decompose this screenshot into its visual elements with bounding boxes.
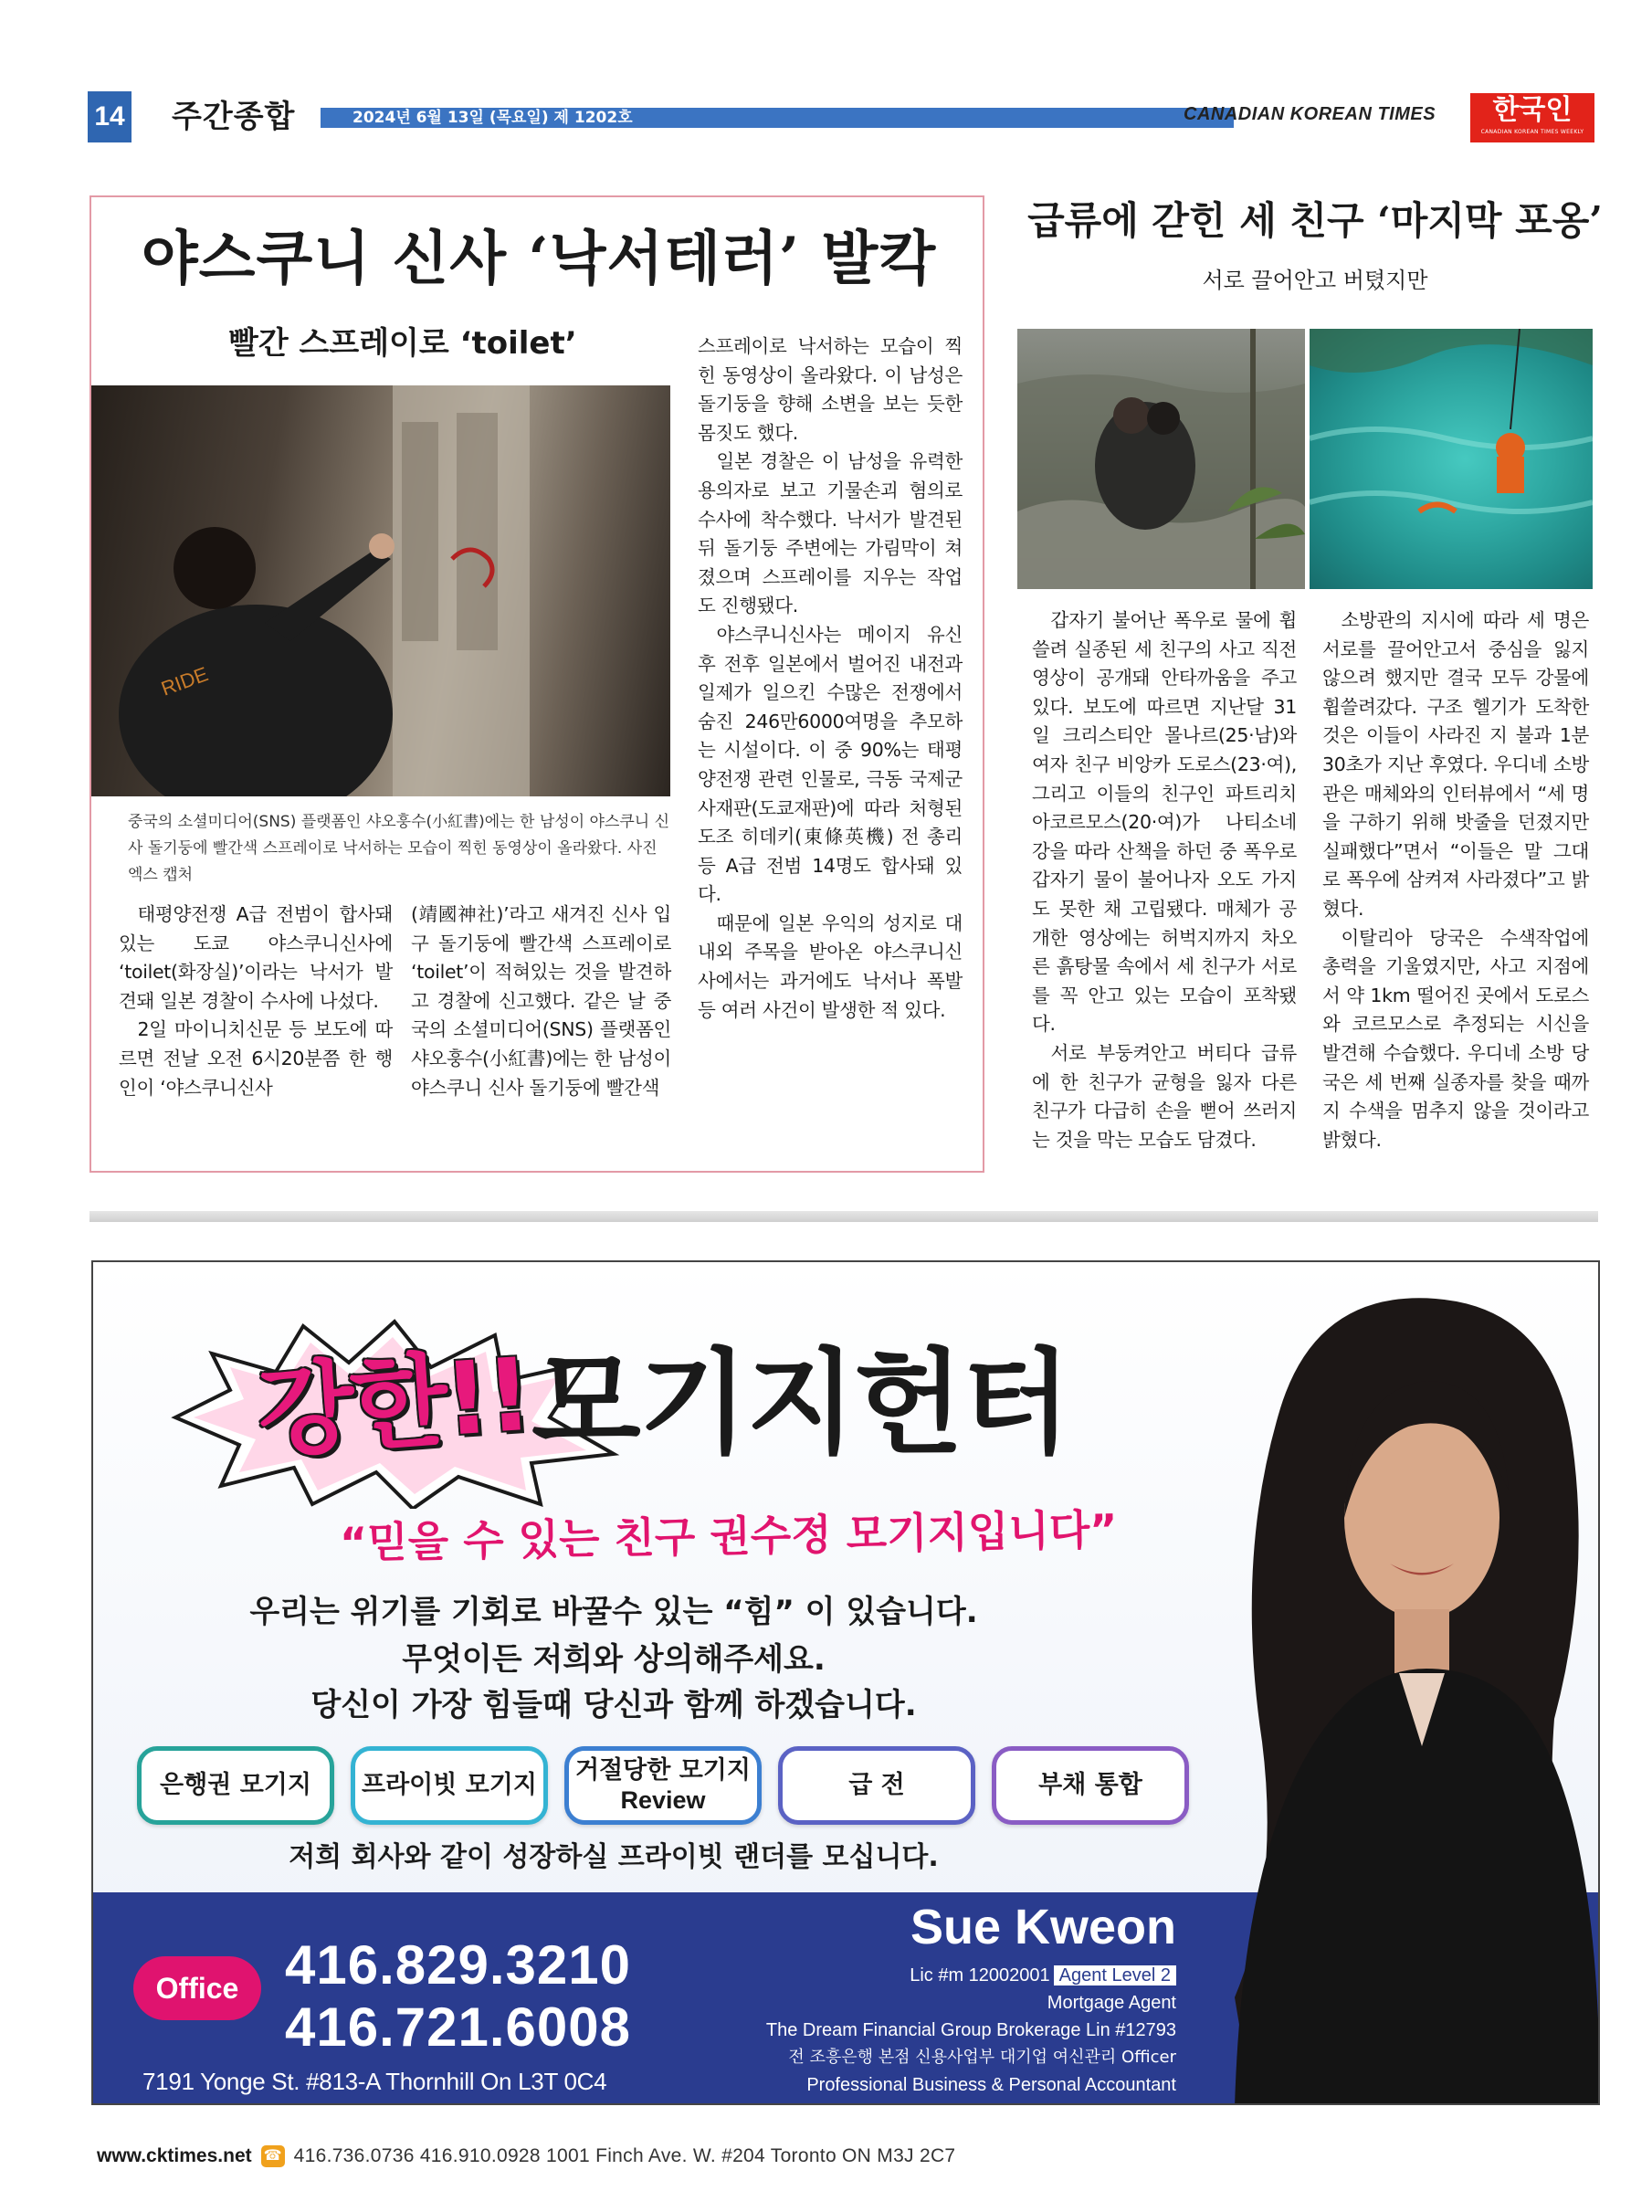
service-private-mortgage [351,1746,548,1825]
ad-line: 무엇이든 저희와 상의해주세요. [402,1641,826,1678]
logo-subtext: CANADIAN KOREAN TIMES WEEKLY [1480,129,1584,135]
page-header [88,91,1594,142]
paragraph: 때문에 일본 우익의 성지로 대내외 주목을 받아온 야스쿠니신사에서는 과거에도 낙서나 폭발 등 여러 사건이 발생한 적 있다. [698,911,963,1021]
ad-line: 당신이 가장 힘들때 당신과 함께 하겠습니다. [310,1687,917,1723]
article2-subtitle: 서로 끌어안고 버텼지만 [1202,268,1428,293]
phone-icon: ☎ [261,2145,285,2167]
issue-date: 2024년 6월 13일 (목요일) 제 1202호 [352,109,633,127]
agent-name: Sue Kweon [910,1900,1176,1954]
agent-brokerage: The Dream Financial Group Brokerage Lin #12793 [765,2020,1176,2040]
logo-text: 한국인 [1492,94,1573,126]
paragraph: 야스쿠니신사는 메이지 유신 후 전후 일본에서 벌어진 내전과 일제가 일으킨 수많은 전쟁에서 숨진 246만6000여명을 추모하는 시설이다. 이 중 90%는 태평양전쟁 관련 인물로, 극동 국제군사재판(도쿄재판)에 따라 처형된 도조 히데키(東條英機) 전 총리 등 A급 전범 14명도 합사돼 있다. [698,623,963,906]
svg-text:RIDE: RIDE [158,662,212,700]
graffiti-photo-illustration [91,385,670,796]
agent-title: Mortgage Agent [1047,1993,1176,2013]
ad-line: 우리는 위기를 기회로 바꿀수 있는 “힘” 이 있습니다. [249,1594,978,1630]
service-rejected-mortgage [564,1746,762,1825]
paragraph: 서로 부둥켜안고 버티다 급류에 한 친구가 균형을 잃자 다른 친구가 다급히 손을 뻗어 쓰러지는 것을 막는 모습도 담겼다. [1032,1041,1297,1151]
footer-website[interactable]: www.cktimes.net [97,2145,252,2166]
mortgage-advertisement [91,1260,1600,2105]
page-footer [97,2143,955,2170]
paragraph: 이탈리아 당국은 수색작업에 총력을 기울였지만, 사고 지점에서 약 1km 떨어진 곳에서 도로스와 코르모스로 추정되는 시신을 발견해 수습했다. 우디네 소방 당국은 세 번째 실종자를 찾을 때까지 수색을 멈추지 않을 것이라고 밝혔다. [1322,926,1589,1151]
article-photo [91,385,670,796]
pill-label: 급 전 [848,1771,905,1799]
article2-column-2 [1322,606,1589,1154]
paragraph: 스프레이로 낙서하는 모습이 찍힌 동영상이 올라왔다. 이 남성은 돌기둥을 향해 소변을 보는 듯한 몸짓도 했다. [698,335,963,444]
article2-column-1 [1032,606,1297,1154]
photo-caption: 중국의 소셜미디어(SNS) 플랫폼인 샤오훙수(小紅書)에는 한 남성이 야스쿠니 신사 돌기둥에 빨간색 스프레이로 낙서하는 모습이 찍힌 동영상이 올라왔다. 사진 엑스 캡처 [128,813,670,884]
section-title: 주간종합 [172,99,296,135]
flood-photo-left [1017,329,1305,589]
agent-license [678,1962,1176,1989]
pill-label: 프라이빗 모기지 [362,1771,537,1799]
service-debt-consolidation [992,1746,1189,1825]
service-emergency-loan [778,1746,975,1825]
paper-name: CANADIAN KOREAN TIMES [1184,104,1436,124]
pill-label: 부채 통합 [1038,1771,1142,1799]
office-phone: 416.829.3210 [285,1934,632,1996]
article-title: 야스쿠니 신사 ‘낙서테러’ 발칵 [141,225,937,293]
pill-label: 은행권 모기지 [160,1771,311,1799]
flood-embrace-illustration [1017,329,1305,589]
article-column-2 [411,901,671,1102]
article-column-3 [698,332,963,1025]
office-badge: Office [133,1956,261,2020]
paper-logo [1470,93,1594,142]
ad-strong-text: 강한!! [253,1335,532,1472]
paragraph: 일본 경찰은 이 남성을 유력한 용의자로 보고 기물손괴 혐의로 수사에 착수했다. 낙서가 발견된 뒤 돌기둥 주변에는 가림막이 쳐졌으며 스프레이를 지우는 작업도 진행됐다. [698,450,963,617]
helicopter-rescue-illustration [1310,329,1593,589]
ad-recruit: 저희 회사와 같이 성장하실 프라이빗 랜더를 모십니다. [289,1841,939,1873]
article-yasukuni [89,195,984,1173]
pill-label: 거절당한 모기지 [575,1756,751,1785]
pill-sublabel: Review [620,1786,706,1814]
section-divider [89,1211,1598,1222]
agent-level-badge: Agent Level 2 [1054,1965,1176,1986]
paragraph: (靖國神社)’라고 새겨진 신사 입구 돌기둥에 빨간색 스프레이로 ‘toilet’이 적혀있는 것을 발견하고 경찰에 신고했다. 같은 날 중국의 소셜미디어(SNS) 플랫폼인 샤오훙수(小紅書)에는 한 남성이 야스쿠니 신사 돌기둥에 빨간색 [411,903,671,1099]
article2-title: 급류에 갇힌 세 친구 ‘마지막 포옹’ [1027,198,1603,243]
paragraph: 2일 마이니치신문 등 보도에 따르면 전날 오전 6시20분쯤 한 행인이 ‘야스쿠니신사 [119,1018,393,1099]
ad-headline: 모기지헌터 [531,1338,1069,1469]
paragraph: 소방관의 지시에 따라 세 명은 서로를 끌어안고서 중심을 잃지 않으려 했지만 결국 모두 강물에 휩쓸려갔다. 구조 헬기가 도착한 것은 이들이 사라진 지 불과 1분 30초가 지난 후였다. 우디네 소방관은 매체와의 인터뷰에서 “세 명을 구하기 위해 밧줄을 던졌지만 실패했다”면서 “이들은 말 그대로 폭우에 삼켜져 사라졌다”고 밝혔다. [1322,609,1589,920]
service-bank-mortgage [137,1746,334,1825]
footer-contact: 416.736.0736 416.910.0928 1001 Finch Ave. W. #204 Toronto ON M3J 2C7 [293,2145,956,2166]
article-column-1 [119,901,393,1102]
ad-quote: “믿을 수 있는 친구 권수정 모기지입니다” [339,1504,1118,1568]
paragraph: 태평양전쟁 A급 전범이 합사돼 있는 도쿄 야스쿠니신사에 ‘toilet(화장실)’이라는 낙서가 발견돼 일본 경찰이 수사에 나섰다. [119,903,393,1012]
agent-former-position: 전 조흥은행 본점 신용사업부 대기업 여신관리 Officer [788,2048,1176,2067]
license-number: Lic #m 12002001 [910,1965,1050,1986]
page-number: 14 [88,91,132,142]
rescue-photo-right [1310,329,1593,589]
paragraph: 갑자기 불어난 폭우로 물에 휩쓸려 실종된 세 친구의 사고 직전 영상이 공개돼 안타까움을 주고 있다. 보도에 따르면 지난달 31일 크리스티안 몰나르(25·남)와 여자 친구 비앙카 도로스(23·여), 그리고 이들의 친구인 파트리치아코르모스(20·여)가 나티소네 강을 따라 산책을 하던 중 폭우로 갑자기 물이 불어나자 오도 가지도 못한 채 고립됐다. 매체가 공개한 영상에는 허벅지까지 차오른 흙탕물 속에서 세 친구가 서로를 꼭 안고 있는 모습이 포착됐다. [1032,609,1297,1036]
agent-accountant: Professional Business & Personal Accountant [806,2075,1176,2095]
office-phone: 416.721.6008 [285,1996,632,2058]
article-subtitle: 빨간 스프레이로 ‘toilet’ [228,325,577,362]
office-address: 7191 Yonge St. #813-A Thornhill On L3T 0C4 [142,2068,607,2095]
agent-portrait [1216,1290,1600,2105]
